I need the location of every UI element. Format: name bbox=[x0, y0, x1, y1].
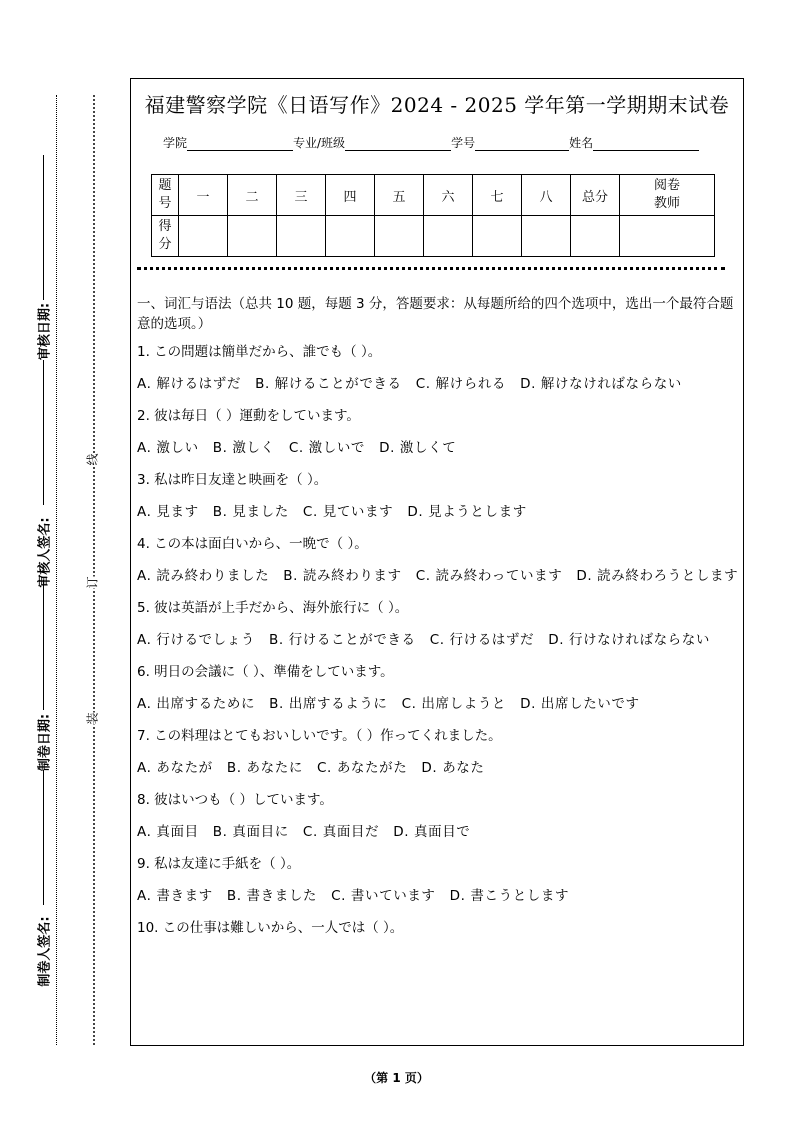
section-heading: 一、词汇与语法（总共 10 题，每题 3 分，答题要求：从每题所给的四个选项中，选出一个最符合题意的选项。） bbox=[137, 296, 734, 332]
options-4: A. 読み終わりました B. 読み終わります C. 読み終わっています D. 読み終わろうとします bbox=[137, 568, 739, 584]
major-class-label: 专业/班级 bbox=[293, 136, 346, 150]
col-6: 六 bbox=[424, 175, 473, 216]
exam-title: 福建警察学院《日语写作》2024 - 2025 学年第一学期期末试卷 bbox=[144, 93, 730, 117]
name-label: 姓名 bbox=[569, 136, 594, 150]
options-9: A. 書きます B. 書きました C. 書いています D. 書こうとします bbox=[137, 888, 570, 904]
student-id-blank[interactable] bbox=[475, 138, 569, 151]
options-7: A. あなたが B. あなたに C. あなたがた D. あなた bbox=[137, 760, 485, 776]
question-8: 8. 彼はいつも（ ）しています。 bbox=[137, 792, 333, 808]
page-number: （第 1 页） bbox=[364, 1071, 429, 1085]
options-1: A. 解けるはずだ B. 解けることができる C. 解けられる D. 解けなければならない bbox=[137, 376, 682, 392]
preparer-sign-underline bbox=[43, 770, 44, 905]
col-grader: 阅卷教师 bbox=[620, 175, 715, 216]
options-2: A. 激しい B. 激しく C. 激しいで D. 激しくて bbox=[137, 440, 457, 456]
score-cell-2[interactable] bbox=[228, 216, 277, 257]
col-total: 总分 bbox=[571, 175, 620, 216]
score-cell-8[interactable] bbox=[522, 216, 571, 257]
question-2: 2. 彼は毎日（ ）運動をしています。 bbox=[137, 408, 360, 424]
score-cell-1[interactable] bbox=[179, 216, 228, 257]
binding-dotted-line-right bbox=[93, 95, 95, 1045]
score-table bbox=[151, 174, 715, 257]
score-cell-4[interactable] bbox=[326, 216, 375, 257]
question-10: 10. この仕事は難しいから、一人では（ ）。 bbox=[137, 920, 404, 936]
prep-date-label: 制卷日期: bbox=[37, 713, 53, 772]
reviewer-sign-label: 审核人签名: bbox=[37, 517, 53, 588]
score-cell-5[interactable] bbox=[375, 216, 424, 257]
col-3: 三 bbox=[277, 175, 326, 216]
score-cell-6[interactable] bbox=[424, 216, 473, 257]
question-7: 7. この料理はとてもおいしいです。（ ）作ってくれました。 bbox=[137, 728, 502, 744]
options-3: A. 見ます B. 見ました C. 見ています D. 見ようとします bbox=[137, 504, 527, 520]
score-table-score-row bbox=[152, 216, 715, 257]
question-6: 6. 明日の会議に（ ）、準備をしています。 bbox=[137, 664, 394, 680]
question-5: 5. 彼は英語が上手だから、海外旅行に（ ）。 bbox=[137, 600, 409, 616]
score-cell-total[interactable] bbox=[571, 216, 620, 257]
col-8: 八 bbox=[522, 175, 571, 216]
col-7: 七 bbox=[473, 175, 522, 216]
options-8: A. 真面目 B. 真面目に C. 真面目だ D. 真面目で bbox=[137, 824, 471, 840]
reviewer-sign-underline bbox=[43, 360, 44, 505]
col-4: 四 bbox=[326, 175, 375, 216]
review-date-label: 审核日期: bbox=[37, 302, 53, 361]
score-cell-7[interactable] bbox=[473, 216, 522, 257]
review-date-underline bbox=[43, 155, 44, 300]
question-1: 1. この問題は簡単だから、誰でも（ ）。 bbox=[137, 344, 382, 360]
header-label-cell: 题号 bbox=[152, 175, 179, 216]
exam-content bbox=[137, 294, 739, 950]
college-label: 学院 bbox=[163, 136, 188, 150]
binding-mark-line: 线 bbox=[82, 453, 103, 465]
major-class-blank[interactable] bbox=[345, 138, 451, 151]
section-divider bbox=[137, 267, 725, 270]
score-cell-grader[interactable] bbox=[620, 216, 715, 257]
score-table-header-row bbox=[152, 175, 715, 216]
col-1: 一 bbox=[179, 175, 228, 216]
options-6: A. 出席するために B. 出席するように C. 出席しようと D. 出席したいです bbox=[137, 696, 640, 712]
student-id-label: 学号 bbox=[451, 136, 476, 150]
binding-dotted-line-left bbox=[56, 95, 57, 1045]
col-2: 二 bbox=[228, 175, 277, 216]
score-cell-3[interactable] bbox=[277, 216, 326, 257]
binding-mark-ding: 订 bbox=[82, 576, 103, 588]
binding-mark-zhuang: 装 bbox=[82, 712, 103, 724]
preparer-sign-label: 制卷人签名: bbox=[37, 916, 53, 987]
options-5: A. 行けるでしょう B. 行けることができる C. 行けるはずだ D. 行けなければならない bbox=[137, 632, 710, 648]
exam-frame bbox=[130, 78, 744, 1046]
score-label-cell: 得分 bbox=[152, 216, 179, 257]
name-blank[interactable] bbox=[593, 138, 699, 151]
question-9: 9. 私は友達に手紙を（ ）。 bbox=[137, 856, 301, 872]
prep-date-underline bbox=[43, 580, 44, 710]
question-3: 3. 私は昨日友達と映画を（ ）。 bbox=[137, 472, 328, 488]
college-blank[interactable] bbox=[187, 138, 293, 151]
student-info-row bbox=[163, 134, 699, 151]
question-4: 4. この本は面白いから、一晩で（ ）。 bbox=[137, 536, 368, 552]
col-5: 五 bbox=[375, 175, 424, 216]
